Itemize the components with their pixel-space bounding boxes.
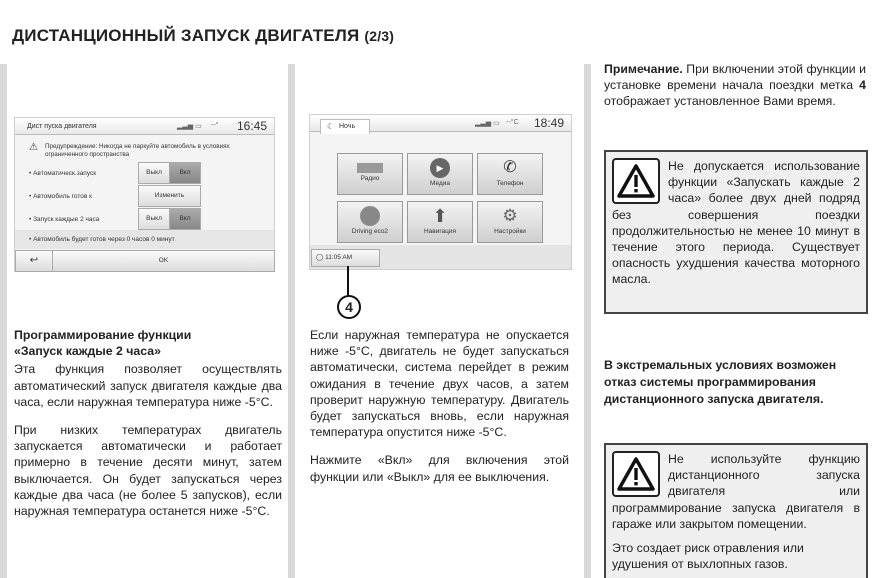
home-screen: ☾ Ночь ▂▃▅ ▭ --°C 18:49 Радио ▶ Медиа ✆ Телефон Driving eco2 ⬆ Навигация ⚙ Настройки ◯ 11:05 AM — [309, 114, 572, 270]
column-divider — [584, 64, 591, 578]
ok-button[interactable]: OK — [52, 250, 275, 272]
auto-start-on-button[interactable]: Вкл — [169, 162, 201, 184]
every-2h-off-button[interactable]: Выкл — [138, 208, 170, 230]
tile-settings[interactable]: ⚙ Настройки — [477, 201, 543, 243]
callout-4: 4 — [337, 295, 361, 319]
warning-triangle-icon — [612, 158, 660, 204]
tile-driving-eco[interactable]: Driving eco2 — [337, 201, 403, 243]
scheduled-time-button[interactable]: ◯ 11:05 AM — [311, 249, 380, 267]
screen-header: Дист пуска двигателя ▂▃▅ ▭ --° 16:45 — [15, 118, 274, 135]
radio-icon — [357, 163, 383, 173]
tile-navigation[interactable]: ⬆ Навигация — [407, 201, 473, 243]
play-icon: ▶ — [430, 158, 450, 178]
gear-icon: ⚙ — [502, 206, 518, 225]
tile-phone[interactable]: ✆ Телефон — [477, 153, 543, 195]
moon-icon: ☾ — [327, 122, 335, 131]
tile-media[interactable]: ▶ Медиа — [407, 153, 473, 195]
signal-icon: ▂▃▅ ▭ — [177, 123, 202, 130]
warning-triangle-icon: ⚠ — [29, 142, 38, 153]
warning-triangle-icon — [612, 451, 660, 497]
callout-line — [347, 266, 349, 296]
tile-radio[interactable]: Радио — [337, 153, 403, 195]
auto-start-off-button[interactable]: Выкл — [138, 162, 170, 184]
page-title: ДИСТАНЦИОННЫЙ ЗАПУСК ДВИГАТЕЛЯ (2/3) — [12, 26, 395, 45]
extreme-conditions-note: В экстремальных условиях возможен отказ системы программирования дистанционного запуска двигателя. — [604, 358, 837, 406]
back-button[interactable] — [15, 250, 53, 272]
back-arrow-icon: ↩ — [29, 255, 39, 266]
page-indicator: (2/3) — [364, 28, 395, 44]
nav-arrow-icon: ⬆ — [432, 206, 448, 226]
column-2-text: Если наружная температура не опускается ниже -5°C, двигатель не будет запускаться автоматически, система перейдет в режим ожидания в течение двух часов, а затем проверит наружную температуру. Двигатель будет запускаться вновь, если наружная температура опустится ниже -5°C. Нажмите «Вкл» для включения этой функции или «Выкл» для ее выключения. — [310, 328, 569, 484]
every-2h-on-button[interactable]: Вкл — [169, 208, 201, 230]
warning-box-garage: Не используйте функцию дистанционного запуска двигателя или программирование запуска двигателя в гараже или закрытом помещении. Это создает риск отравления или удушения от выхлопных газов. — [604, 443, 868, 578]
eco-globe-icon — [360, 206, 380, 226]
note: Примечание. При включении этой функции и установке времени начала поездки метка 4 отображает установленное Вами время. — [604, 62, 866, 109]
column-divider — [288, 64, 295, 578]
night-tab[interactable]: ☾ Ночь — [320, 119, 370, 134]
signal-icon: ▂▃▅ ▭ — [475, 120, 500, 127]
change-button[interactable]: Изменить — [138, 185, 201, 207]
column-1-text: Программирование функции «Запуск каждые 2 часа» Эта функция позволяет осуществлять автоматический запуск двигателя каждые два часа, если наружная температура ниже -5°C. При низких температурах двигатель запускается автоматически и работает примерно в течение десяти минут, затем выключается. Он будет запускаться через каждые два часа (не более 5 запусков), если наружная температура останется ниже -5°C. — [14, 328, 282, 519]
phone-icon: ✆ — [503, 159, 517, 176]
column-strip — [0, 64, 7, 578]
ready-status: • Автомобиль будет готов через 0 часов 0 минут — [29, 236, 175, 243]
section-heading: Программирование функции «Запуск каждые 2 часа» — [14, 328, 192, 359]
warning-box-oil: Не допускается использование функции «Запускать каждые 2 часа» более двух дней подряд без совершения поездки продолжительностью не менее 10 минут в течение этого периода. Существует опасность ухудшения качества моторного масла. — [604, 150, 868, 314]
clock-icon: ◯ — [316, 254, 324, 261]
remote-start-screen: Дист пуска двигателя ▂▃▅ ▭ --° 16:45 ⚠ Предупреждение: Никогда не паркуйте автомобиль в условиях ограниченного пространства • Автоматическ.запуск Выкл Вкл • Автомобиль готов к Изменить • Запуск каждые 2 часа Выкл Вкл • Автомобиль будет готов через 0 часов 0 минут ↩ OK — [14, 117, 275, 272]
